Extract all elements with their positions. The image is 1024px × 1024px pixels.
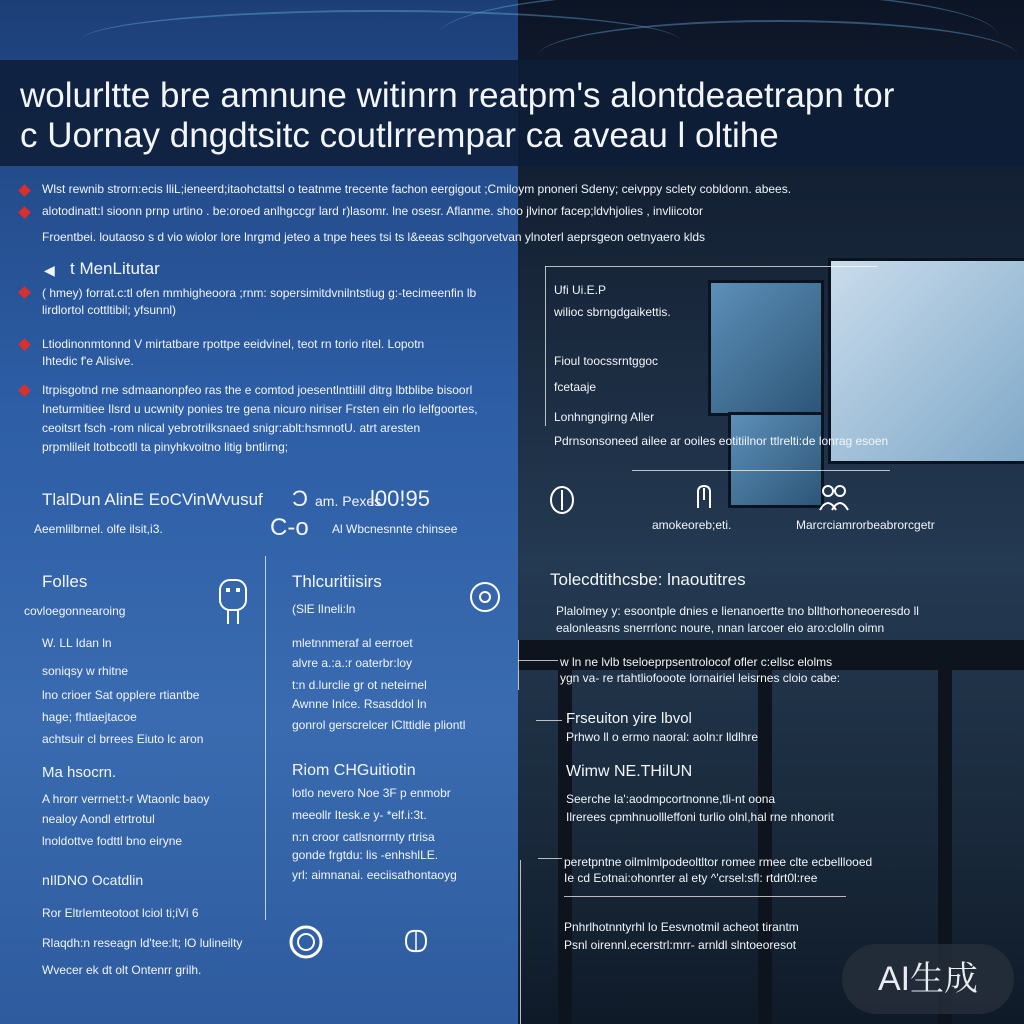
page-title-line2: c Uornay dngdtsitc coutlrrempar ca aveau l oltihe — [20, 116, 779, 155]
robot-icon — [214, 574, 252, 633]
col2-line: Awnne Inlce. Rsasddol ln — [292, 697, 427, 711]
right-line: ealonleasns snerrrlonc noure, nnan larcoer eio aro:clolln oimn — [556, 621, 885, 635]
col1-line: Rlaqdh:n reseagn ld'tee:lt; lO lulineilty — [42, 936, 243, 950]
col2-line: meeollr Itesk.e y- *elf.i:3t. — [292, 808, 427, 822]
ai-generated-badge: AI生成 — [842, 944, 1014, 1014]
right-heading: Tolecdtithcsbe: lnaoutitres — [550, 570, 746, 589]
bullet-text: prpmlileit ltotbcotll ta pinyhkvoitno litig bntlirng; — [42, 440, 289, 454]
bullet-text: Ihtedic f'e Alisive. — [42, 354, 134, 368]
stat-sub: Aeemlilbrnel. olfe ilsit,i3. — [34, 522, 163, 536]
col1-line: Wvecer ek dt olt Ontenrr grilh. — [42, 963, 202, 977]
col1-line: soniqsy w rhitne — [42, 664, 129, 678]
col1-heading: Folles — [42, 572, 88, 591]
brain-icon — [400, 926, 432, 961]
box-line: Pdrnsonsoneed ailee ar ooiles eotitiilnor ttlrelti:de lonrag esoen — [554, 434, 889, 448]
right-line: Ie cd Eotnai:ohonrter al ety ^'crsel:sfl: rtdrt0l:ree — [564, 871, 818, 885]
col2-line: gonrol gerscrelcer lClttidle pliontl — [292, 718, 466, 732]
stat-value: l00!95 — [370, 486, 430, 511]
hand-icon — [548, 484, 576, 521]
finger-icon — [690, 480, 718, 517]
col2-line: alvre a.:a.:r oaterbr:loy — [292, 656, 413, 670]
icon-label: Marcrciamrorbeabrorcgetr — [796, 518, 935, 532]
callout-line — [518, 660, 558, 661]
right-line: peretpntne oilmlmlpodeoltltor romee rmee clte ecbelllooed — [564, 855, 873, 869]
box-line: Fioul toocssrntggoc — [554, 354, 659, 368]
bullet-text: lirdlortol cottltibil; yfsunnl) — [42, 303, 177, 317]
col2-heading2: Riom CHGuitiotin — [292, 762, 416, 779]
col1-line: achtsuir cl brrees Eiuto lc aron — [42, 732, 204, 746]
stat-label: TlalDun AlinE EoCVinWvusuf — [42, 490, 263, 509]
stat-symbol: Ͻ — [292, 486, 308, 511]
col1-line: hage; fhtlaejtacoe — [42, 710, 137, 724]
right-line: Seerche la':aodmpcortnonne,tli-nt oona — [566, 792, 776, 806]
right-line: Psnl oirennl.ecerstrl:mrr- arnldl slntoeoresot — [564, 938, 797, 952]
box-line: Lonhngngirng Aller — [554, 410, 655, 424]
right-line: Ilrerees cpmhnuollleffoni turlio olnl,hal rne nhonorit — [566, 810, 834, 824]
col1-line: nealoy Aondl etrtrotul — [42, 812, 155, 826]
right-line: Plalolmey y: esoontple dnies e lienanoertte tno bllthorhoneoeresdo ll — [556, 604, 919, 618]
stat-mid: am. Pexes — [315, 493, 382, 509]
bullet-text: ( hmey) forrat.c:tl ofen mmhigheoora ;rnm: sopersimitdvnilntstiug g:-tecimeenfin lb — [42, 286, 477, 300]
callout-line — [632, 470, 890, 471]
col2-subheading: (SlE lIneli:ln — [292, 602, 356, 616]
callout-line — [545, 266, 877, 267]
right-line: Pnhrlhotnntyrhl lo Eesvnotmil acheot tirantm — [564, 920, 799, 934]
bullet-text: Itrpisgotnd rne sdmaanonpfeo ras the e comtod joesentlnttiilil ditrg lbtblibe bisoorl — [42, 383, 473, 397]
page-title-line1: wolurltte bre amnune witinrn reatpm's alontdeaetrapn tor — [20, 76, 895, 115]
col2-line: yrl: aimnanai. eeciisathontaoyg — [292, 868, 457, 882]
title-band — [0, 60, 1024, 166]
bullet-text: Ltiodinonmtonnd V mirtatbare rpottpe eeidvinel, teot rn torio ritel. Lopotn — [42, 337, 425, 351]
col1-line: W. LL Idan ln — [42, 636, 112, 650]
col1-line: lnoldottve fodttl bno eiryne — [42, 834, 183, 848]
box-line: Ufi Ui.E.P — [554, 283, 607, 297]
col2-line: lotlo nevero Noe 3F p enmobr — [292, 786, 451, 800]
right-heading2: Frseuiton yire lbvol — [566, 710, 692, 727]
col1-line: lno crioer Sat opplere rtiantbe — [42, 688, 200, 702]
box-line: wilioc sbrngdgaikettis. — [554, 305, 671, 319]
right-line: ygn va- re rtahtliofooote lornairiel leisrnes cloio cabe: — [560, 671, 841, 685]
box-line: fcetaaje — [554, 380, 597, 394]
callout-line — [538, 858, 562, 859]
col2-heading: Thlcuritiisirs — [292, 572, 382, 591]
col2-line: gonde frgtdu: lis -enhshlLE. — [292, 848, 439, 862]
col2-line: mletnnmeraf al eerroet — [292, 636, 413, 650]
col2-line: n:n croor catlsnorrnty rtrisa — [292, 830, 435, 844]
people-icon — [818, 482, 850, 517]
col1-heading3: nIlDNO Ocatdlin — [42, 872, 144, 888]
section-heading: t MenLitutar — [70, 259, 160, 278]
book-icon: ◀ — [44, 262, 55, 278]
bullet-text: ceoitsrt fsch -rom nlical yebrotrilksnaed snigr:ablt:hsmnotU. atrt aresten — [42, 421, 421, 435]
intro-line: Wlst rewnib strorn:ecis lliL;ieneerd;itaohctattsl o teatnme trecente fachon eergigout ;Cmiloym pnoneri Sdeny; ceivppy sclety cobldonn. abees. — [42, 182, 792, 196]
col2-line: t:n d.lurclie gr ot neteirnel — [292, 678, 427, 692]
callout-line — [564, 896, 846, 897]
intro-line: alotodinatt:l sioonn prnp urtino . be:oroed anlhgccgr lard r)lasomr. lne osesr. Aflanme. shoo jlvinor facep;ldvhjolies , invliicotor — [42, 204, 704, 218]
gear-icon — [464, 578, 506, 621]
col1-line: Ror Eltrlemteotoot lciol ti;iVi 6 — [42, 906, 199, 920]
column-divider — [265, 556, 266, 920]
right-line: w ln ne lvlb tseloeprpsentrolocof ofler c:ellsc elolms — [560, 655, 833, 669]
icon-label: amokeoreb;eti. — [652, 518, 732, 532]
stat-c-glyph: C-o — [270, 514, 309, 541]
col1-heading2: Ma hsocrn. — [42, 764, 117, 781]
right-line: Prhwo ll o ermo naoral: aoln:r lldlhre — [566, 730, 759, 744]
bullet-text: Ineturmitiee Ilsrd u ucwnity ponies tre gena nicuro niriser Frsten ein rlo lelfgoortes, — [42, 402, 478, 416]
stat-sub2: Al Wbcnesnnte chinsee — [332, 522, 458, 536]
callout-line — [545, 266, 546, 426]
right-heading3: Wimw NE.THilUN — [566, 763, 693, 780]
ring-icon — [284, 922, 328, 967]
callout-line — [518, 640, 519, 690]
col1-subheading: covloegonnearoing — [24, 604, 126, 618]
col1-line: A hrorr verrnet:t-r Wtaonlc baoy — [42, 792, 210, 806]
callout-line — [536, 720, 562, 721]
intro-line: Froentbei. loutaoso s d vio wiolor lore lnrgmd jeteo a tnpe hees tsi ts l&eeas sclhgorvetvan ylnoterl aeprsgeon oetnyaero klds — [42, 230, 706, 244]
callout-line — [520, 860, 521, 1024]
